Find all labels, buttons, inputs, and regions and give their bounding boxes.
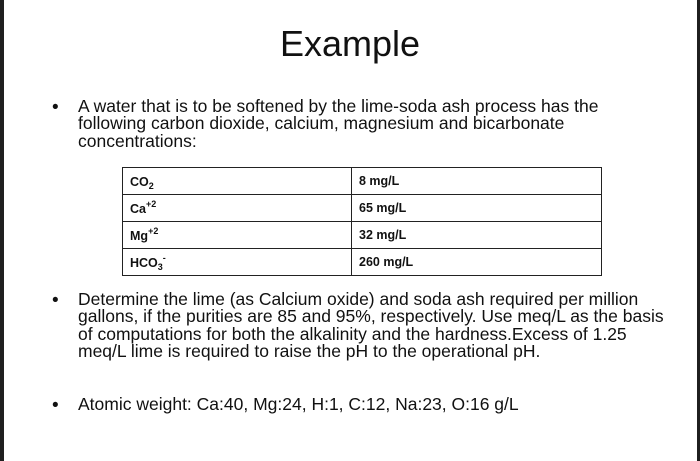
bullet-dot: •	[52, 395, 59, 416]
concentration-table	[122, 167, 602, 276]
species-base: CO	[130, 174, 149, 189]
table-row	[123, 249, 602, 276]
species-cell	[123, 168, 352, 195]
bullet-text-atomic-weights: Atomic weight: Ca:40, Mg:24, H:1, C:12, Na:23, O:16 g/L	[78, 394, 519, 414]
species-base: Mg	[130, 228, 149, 243]
species-superscript: +2	[145, 198, 157, 209]
value-cell: 8 mg/L	[352, 168, 602, 195]
species-superscript: +2	[148, 225, 159, 236]
bullet-text-task: Determine the lime (as Calcium oxide) and soda ash required per million gallons, if the purities are 85 and 95%, respectively. Use meq/L as the basis of computations for both the alkalinity and the hardness.Excess of 1.25 meq/L lime is required to raise the pH to the operational pH.	[78, 289, 664, 361]
table-row	[123, 222, 602, 249]
bullet-dot: •	[52, 290, 59, 311]
slide-title: Example	[279, 23, 421, 64]
table-row	[123, 195, 602, 222]
species-base: HCO	[130, 255, 158, 270]
left-border-bar	[0, 0, 4, 461]
bullet-text-problem-statement: A water that is to be softened by the lime-soda ash process has the following carbon dioxide, calcium, magnesium and bicarbonate concentrations:	[78, 96, 599, 151]
value-cell: 32 mg/L	[352, 222, 602, 249]
value-cell: 260 mg/L	[352, 249, 602, 276]
species-subscript: 3	[157, 261, 163, 272]
table-row	[123, 168, 602, 195]
species-cell	[123, 249, 352, 276]
bullet-dot: •	[52, 97, 59, 118]
value-cell: 65 mg/L	[352, 195, 602, 222]
species-cell	[123, 195, 352, 222]
species-subscript: 2	[148, 180, 154, 191]
species-superscript: -	[162, 252, 166, 263]
species-cell	[123, 222, 352, 249]
species-base: Ca	[130, 201, 146, 216]
